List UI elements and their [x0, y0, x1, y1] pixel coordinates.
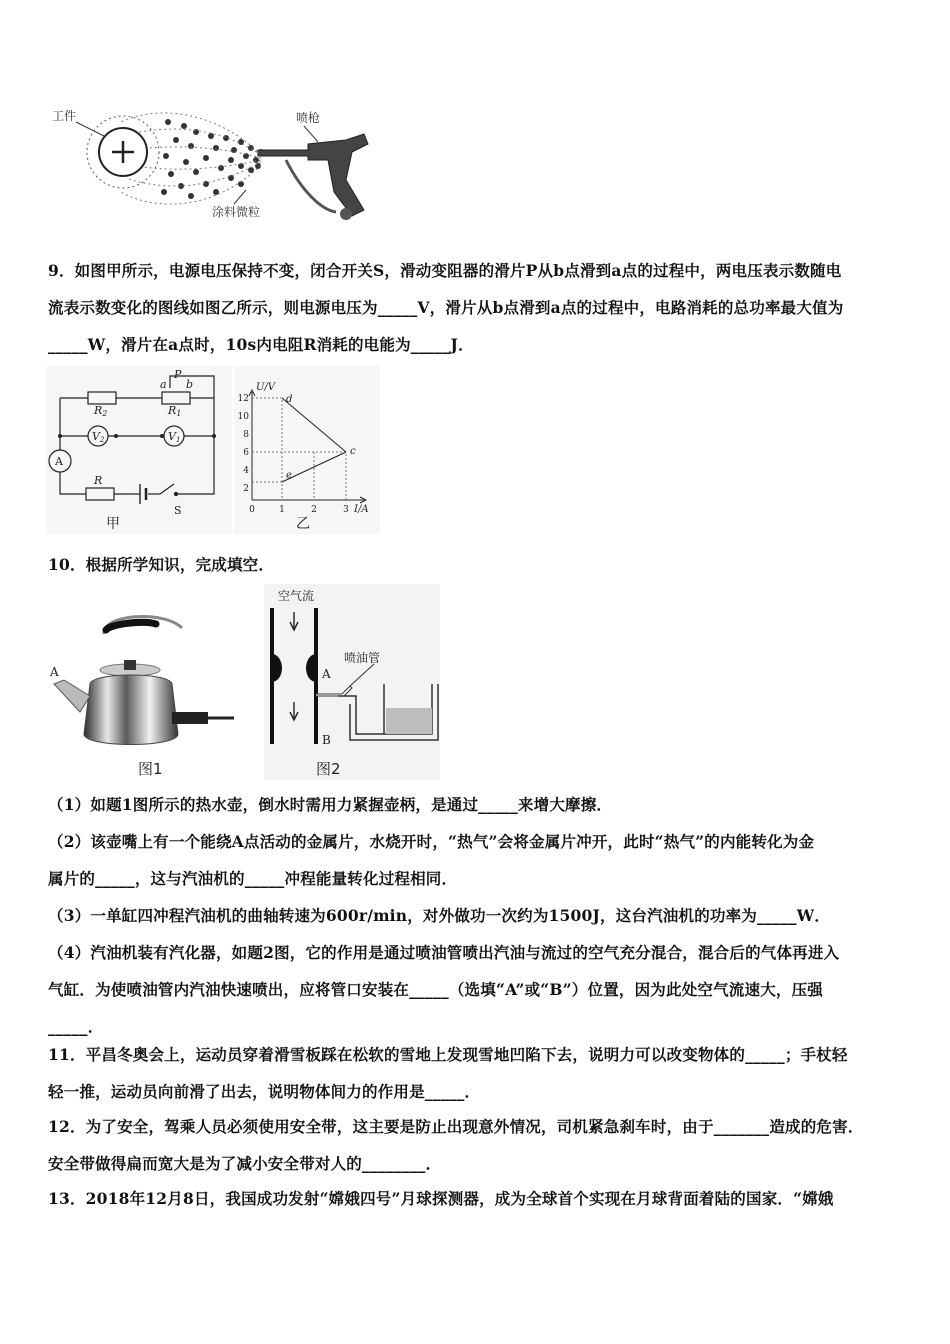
q10-part3: （3）一单缸四冲程汽油机的曲轴转速为600r/min，对外做功一次约为1500J，这台汽油机的功率为_____W． [48, 906, 831, 925]
question-12-text: 12．为了安全，驾乘人员必须使用安全带，这主要是防止出现意外情况，司机紧急刹车时，由于_______造成的危害． 安全带做得扁而宽大是为了减小安全带对人的________． [48, 1117, 864, 1173]
question-10-title: 10．根据所学知识，完成填空． [48, 555, 275, 574]
kettle-carburetor-figure [44, 584, 440, 780]
q10-part2-line1: （2）该壶嘴上有一个能绕A点活动的金属片，水烧开时，“热气”会将金属片冲开，此时“热气”的内能转化为金 [48, 832, 815, 851]
fig2-caption: 图2 [316, 760, 341, 778]
r-label: R [94, 474, 103, 487]
point-e-label: e [286, 470, 292, 481]
question-10-parts [48, 786, 908, 1045]
v2-label: V2 [92, 430, 105, 444]
airflow-label: 空气流 [278, 589, 315, 603]
svg-text:6: 6 [243, 448, 249, 458]
spray-gun-figure [46, 100, 386, 230]
q10-part4-line3: _____． [48, 1017, 104, 1036]
r1-label: R1 [168, 404, 182, 418]
workpiece-label: 工件 [52, 109, 77, 123]
svg-text:8: 8 [243, 430, 249, 440]
voltage-current-graph [234, 366, 380, 534]
question-9-text [48, 252, 908, 363]
x-axis-label: I/A [354, 504, 369, 515]
particles-label: 涂料微粒 [212, 205, 261, 219]
slider-b-label: b [186, 378, 194, 391]
graph-caption: 乙 [296, 516, 310, 532]
svg-text:3: 3 [343, 505, 349, 515]
position-a-label: A [322, 667, 331, 681]
spray-gun-label: 喷枪 [296, 111, 321, 125]
y-axis-label: U/V [256, 382, 276, 393]
point-c-label: c [350, 446, 356, 457]
ammeter-label: A [55, 455, 63, 468]
q9-line-3: _____W，滑片在a点时，10s内电阻R消耗的电能为_____J． [48, 335, 474, 354]
q10-part4-line2: 气缸．为使喷油管内汽油快速喷出，应将管口安装在_____（选填“A”或“B”）位置，因为此处空气流速大，压强 [48, 980, 824, 999]
v1-label: V1 [168, 430, 181, 444]
svg-text:4: 4 [243, 466, 249, 476]
position-b-label: B [322, 733, 331, 747]
fuel-pipe-label: 喷油管 [344, 651, 381, 665]
svg-text:2: 2 [311, 505, 317, 515]
svg-text:0: 0 [249, 505, 255, 515]
question-13-text: 13．2018年12月8日，我国成功发射“嫦娥四号”月球探测器，成为全球首个实现在月球背面着陆的国家．“嫦娥 [48, 1189, 834, 1208]
q9-line-1: 9．如图甲所示，电源电压保持不变，闭合开关S，滑动变阻器的滑片P从b点滑到a点的过程中，两电压表示数随电 [48, 261, 842, 280]
slider-a-label: a [160, 378, 167, 391]
switch-label: S [174, 504, 182, 517]
svg-text:12: 12 [237, 394, 249, 404]
fig1-caption: 图1 [138, 760, 163, 778]
r2-label: R2 [94, 404, 108, 418]
q10-part4-line1: （4）汽油机装有汽化器，如题2图，它的作用是通过喷油管喷出汽油与流过的空气充分混合，混合后的气体再进入 [48, 943, 840, 962]
svg-text:2: 2 [243, 484, 249, 494]
circuit-diagram [46, 366, 232, 534]
kettle-a-label: A [50, 665, 59, 679]
q9-line-2: 流表示数变化的图线如图乙所示，则电源电压为_____V，滑片从b点滑到a点的过程中，电路消耗的总功率最大值为 [48, 298, 844, 317]
question-11-text: 11．平昌冬奥会上，运动员穿着滑雪板踩在松软的雪地上发现雪地凹陷下去，说明力可以改变物体的_____；手杖轻 轻一推，运动员向前滑了出去，说明物体间力的作用是_____． [48, 1045, 848, 1101]
svg-text:1: 1 [279, 505, 285, 515]
q10-part2-line2: 属片的_____，这与汽油机的_____冲程能量转化过程相同． [48, 869, 458, 888]
circuit-caption: 甲 [106, 516, 120, 532]
slider-p-label: P [174, 368, 182, 381]
point-d-label: d [286, 394, 293, 405]
q10-part1: （1）如题1图所示的热水壶，倒水时需用力紧握壶柄，是通过_____来增大摩擦． [48, 795, 613, 814]
svg-text:10: 10 [237, 412, 249, 422]
